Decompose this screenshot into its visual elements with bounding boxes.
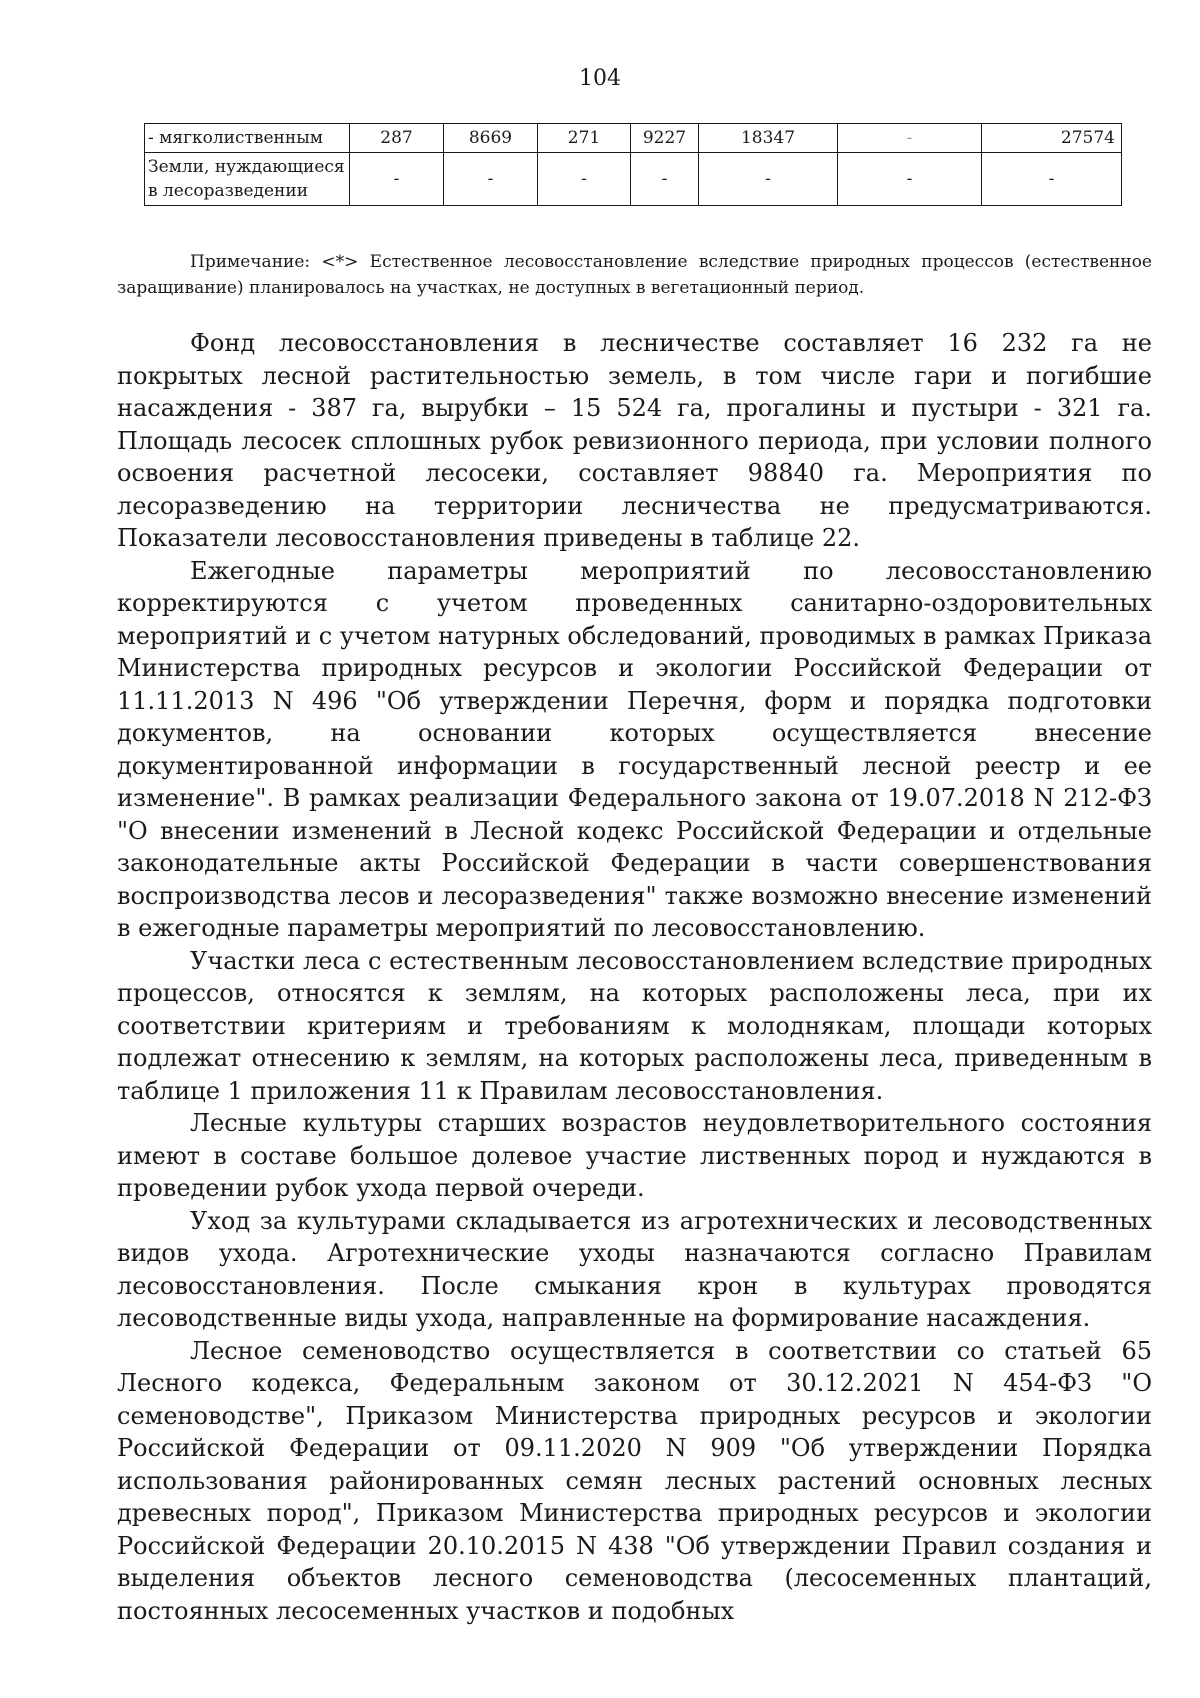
table-cell: 271	[538, 124, 631, 153]
paragraph: Лесные культуры старших возрастов неудовлетворительного состояния имеют в составе большое долевое участие лиственных пород и нуждаются в проведении рубок ухода первой очереди.	[117, 1109, 1152, 1202]
row-label: - мягколиственным	[145, 124, 350, 153]
paragraph: Лесное семеноводство осуществляется в соответствии со статьей 65 Лесного кодекса, Федеральным законом от 30.12.2021 N 454-ФЗ "О семеноводстве", Приказом Министерства природных ресурсов и экологии Российской Федерации от 09.11.2020 N 909 "Об утверждении Порядка использования районированных семян лесных растений основных лесных древесных пород", Приказом Министерства природных ресурсов и экологии Российской Федерации 20.10.2015 N 438 "Об утверждении Правил создания и выделения объектов лесного семеноводства (лесосеменных плантаций, постоянных лесосеменных участков и подобных	[117, 1336, 1152, 1625]
table-cell: 287	[350, 124, 444, 153]
table-row	[145, 124, 1122, 153]
table-cell: 27574	[982, 124, 1122, 153]
table-cell: 8669	[444, 124, 538, 153]
table-cell: -	[838, 124, 982, 153]
table-cell: -	[538, 153, 631, 206]
table-cell: -	[838, 153, 982, 206]
paragraph: Ежегодные параметры мероприятий по лесовосстановлению корректируются с учетом проведенных санитарно-оздоровительных мероприятий и с учетом натурных обследований, проводимых в рамках Приказа Министерства природных ресурсов и экологии Российской Федерации от 11.11.2013 N 496 "Об утверждении Перечня, форм и порядка подготовки документов, на основании которых осуществляется внесение документированной информации в государственный лесной реестр и ее изменение". В рамках реализации Федерального закона от 19.07.2018 N 212-ФЗ "О внесении изменений в Лесной кодекс Российской Федерации и отдельные законодательные акты Российской Федерации в части совершенствования воспроизводства лесов и лесоразведения" также возможно внесение изменений в ежегодные параметры мероприятий по лесовосстановлению.	[117, 556, 1152, 942]
table-cell: -	[350, 153, 444, 206]
table-cell: -	[699, 153, 838, 206]
table-row	[145, 153, 1122, 206]
table-cell: -	[982, 153, 1122, 206]
data-table-continuation	[144, 123, 1122, 206]
row-label: Земли, нуждающиеся в лесоразведении	[145, 153, 350, 206]
table-cell: 18347	[699, 124, 838, 153]
table-cell: -	[631, 153, 699, 206]
paragraph: Уход за культурами складывается из агротехнических и лесоводственных видов ухода. Агротехнические уходы назначаются согласно Правилам лесовосстановления. После смыкания крон в культурах проводятся лесоводственные виды ухода, направленные на формирование насаждения.	[117, 1206, 1152, 1332]
table-cell: 9227	[631, 124, 699, 153]
page-number: 104	[579, 66, 621, 91]
paragraph: Фонд лесовосстановления в лесничестве составляет 16 232 га не покрытых лесной растительностью земель, в том числе гари и погибшие насаждения - 387 га, вырубки – 15 524 га, прогалины и пустыри - 321 га. Площадь лесосек сплошных рубок ревизионного периода, при условии полного освоения расчетной лесосеки, составляет 98840 га. Мероприятия по лесоразведению на территории лесничества не предусматриваются. Показатели лесовосстановления приведены в таблице 22.	[117, 329, 1152, 552]
table-cell: -	[444, 153, 538, 206]
paragraph: Участки леса с естественным лесовосстановлением вследствие природных процессов, относятся к землям, на которых расположены леса, при их соответствии критериям и требованиям к молоднякам, площади которых подлежат отнесению к землям, на которых расположены леса, приведенным в таблице 1 приложения 11 к Правилам лесовосстановления.	[117, 946, 1152, 1105]
table-note: Примечание: <*> Естественное лесовосстановление вследствие природных процессов (естественное заращивание) планировалось на участках, не доступных в вегетационный период.	[117, 252, 1152, 298]
body-text	[117, 327, 1152, 1627]
